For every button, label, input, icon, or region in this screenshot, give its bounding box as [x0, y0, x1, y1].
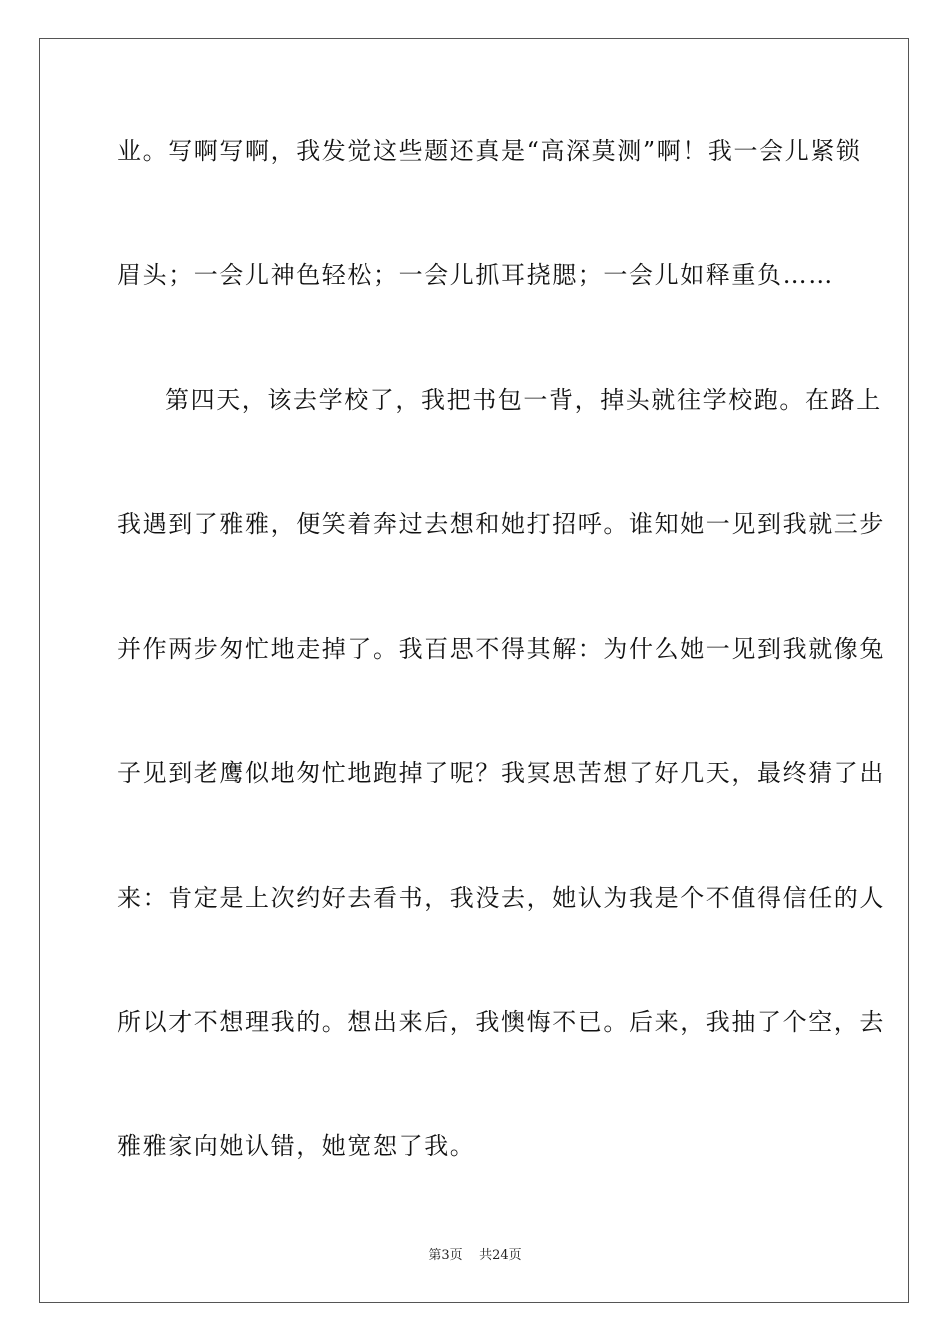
text-line: 所以才不想理我的。想出来后，我懊悔不已。后来，我抽了个空，去: [117, 1008, 885, 1036]
text-line: 眉头；一会儿神色轻松；一会儿抓耳挠腮；一会儿如释重负……: [117, 261, 834, 289]
text-line: 雅雅家向她认错，她宽恕了我。: [117, 1132, 476, 1160]
paragraph-start-line: 第四天，该去学校了，我把书包一背，掉头就往学校跑。在路上: [165, 386, 882, 414]
text-line: 子见到老鹰似地匆忙地跑掉了呢？我冥思苦想了好几天，最终猜了出: [117, 759, 885, 787]
total-pages: 共24页: [479, 1248, 522, 1263]
page-number: 第3页: [428, 1248, 463, 1263]
text-line: 业。写啊写啊，我发觉这些题还真是“高深莫测”啊！我一会儿紧锁: [117, 137, 862, 165]
page-footer: [0, 1247, 950, 1265]
page-border: [39, 38, 909, 1303]
text-line: 来：肯定是上次约好去看书，我没去，她认为我是个不值得信任的人: [117, 884, 885, 912]
text-line: 并作两步匆忙地走掉了。我百思不得其解：为什么她一见到我就像兔: [117, 635, 885, 663]
text-line: 我遇到了雅雅，便笑着奔过去想和她打招呼。谁知她一见到我就三步: [117, 510, 885, 538]
